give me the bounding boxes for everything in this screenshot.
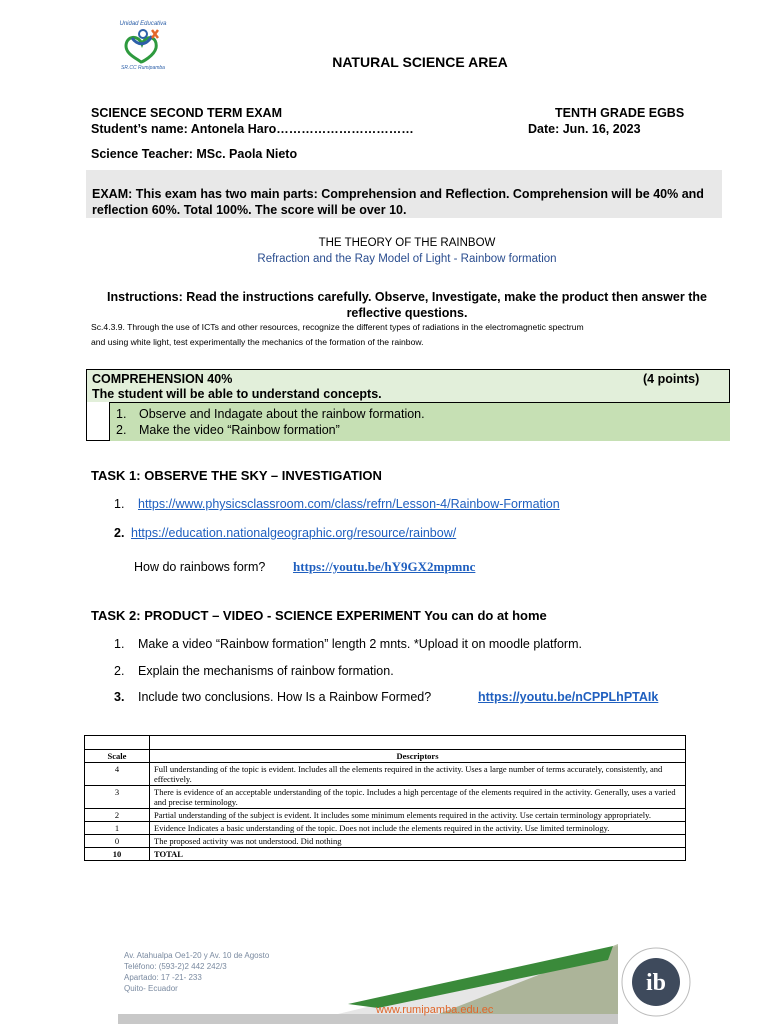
task1-link2-num: 2. [114,526,125,540]
rubric-header-row [85,750,686,763]
ib-logo-text: ib [645,970,667,996]
table-row [85,835,686,848]
logo-bottom-text: SR.CC Rumipamba [121,65,165,71]
comprehension-points: (4 points) [643,372,700,386]
rubric-total-row [85,848,686,861]
teacher-name: Science Teacher: MSc. Paola Nieto [91,147,298,161]
footer-address-1: Av. Atahualpa Oe1-20 y Av. 10 de Agosto [124,951,270,960]
comprehension-item-2-num: 2. [116,423,127,437]
table-row [85,763,686,786]
rubric-descriptor: Evidence Indicates a basic understanding of the topic. Does not include the elements required in the activity. Use limited terminology. [150,822,686,835]
rubric-scale: 0 [85,835,150,848]
rubric-scale: 2 [85,809,150,822]
area-title: NATURAL SCIENCE AREA [332,54,508,70]
rainbow-video-link[interactable]: https://youtu.be/hY9GX2mpmnc [293,559,476,574]
rubric-total-label: TOTAL [150,848,686,861]
exam-note: EXAM: This exam has two main parts: Comprehension and Reflection. Comprehension will be 40% and reflection 60%. Total 100%. The score will be over 10. [92,187,704,217]
rubric-scale: 4 [85,763,150,786]
task2-item-1-num: 1. [114,637,125,651]
task2-heading: TASK 2: PRODUCT – VIDEO - SCIENCE EXPERIMENT You can do at home [91,608,547,623]
rubric-total-scale: 10 [85,848,150,861]
logo-top-text: Unidad Educativa [119,21,167,27]
exam-title: SCIENCE SECOND TERM EXAM [91,106,282,120]
exam-date: Date: Jun. 16, 2023 [528,122,641,136]
comprehension-label: COMPREHENSION 40% [92,372,233,386]
exam-note-box [86,170,722,218]
standard-line2: and using white light, test experimentally the mechanics of the formation of the rainbow. [91,337,424,347]
task2-item-2-num: 2. [114,664,125,678]
comprehension-goal: The student will be able to understand concepts. [92,387,382,401]
comprehension-item-1: Observe and Indagate about the rainbow formation. [139,407,425,421]
student-name: Student’s name: Antonela Haro…………………………… [91,122,414,136]
rubric-spacer-cell [85,736,150,750]
table-row [85,809,686,822]
task1-question: How do rainbows form? [134,560,266,574]
natgeo-link[interactable]: https://education.nationalgeographic.org/resource/rainbow/ [131,526,457,540]
footer-address-4: Quito- Ecuador [124,984,178,993]
comprehension-box [86,369,730,441]
rubric-spacer-cell [150,736,686,750]
table-row [85,822,686,835]
footer-banner [118,944,730,1024]
comprehension-item-2: Make the video “Rainbow formation” [139,423,340,437]
comprehension-items [109,402,730,441]
task2-item-1: Make a video “Rainbow formation” length 2 mnts. *Upload it on moodle platform. [138,637,582,651]
rubric-header-scale: Scale [85,750,150,763]
comprehension-item-1-num: 1. [116,407,127,421]
instructions-line2: reflective questions. [346,306,468,320]
grade-label: TENTH GRADE EGBS [555,106,685,120]
rubric-scale: 1 [85,822,150,835]
instructions-line1: Instructions: Read the instructions carefully. Observe, Investigate, make the product then answer the [107,290,707,304]
comprehension-header [87,370,729,402]
rubric-descriptor: Partial understanding of the subject is evident. It includes some minimum elements required in the activity. Use certain terminology appropriately. [150,809,686,822]
rubric-descriptor: The proposed activity was not understood. Did nothing [150,835,686,848]
standard-line1: Sc.4.3.9. Through the use of ICTs and other resources, recognize the different types of radiations in the electromagnetic spectrum [91,322,584,332]
task2-item-3-num: 3. [114,690,125,704]
rubric-descriptor: Full understanding of the topic is evident. Includes all the elements required in the activity. Uses a large number of terms accurately, consistently, and effectively. [150,763,686,786]
rainbow-formed-video-link[interactable]: https://youtu.be/nCPPLhPTAIk [478,690,659,704]
task1-link1-num: 1. [114,497,125,511]
rubric-descriptor: There is evidence of an acceptable understanding of the topic. Includes a high percentage of the elements required in the activity. Generally, uses a varied and precise terminology. [150,786,686,809]
footer-address-3: Apartado: 17 -21- 233 [124,973,202,982]
theory-subtitle: Refraction and the Ray Model of Light - Rainbow formation [257,253,557,265]
rubric-table [84,735,686,861]
rubric-header-descriptors: Descriptors [150,750,686,763]
footer-website: www.rumipamba.edu.ec [376,1004,494,1016]
physicsclassroom-link[interactable]: https://www.physicsclassroom.com/class/refrn/Lesson-4/Rainbow-Formation [138,497,560,511]
rubric-spacer-row [85,736,686,750]
rubric-scale: 3 [85,786,150,809]
task1-heading: TASK 1: OBSERVE THE SKY – INVESTIGATION [91,468,382,483]
footer-address-2: Teléfono: (593-2)2 442 242/3 [124,962,227,971]
theory-title: THE THEORY OF THE RAINBOW [318,237,496,249]
task2-item-3: Include two conclusions. How Is a Rainbow Formed? [138,690,432,704]
table-row [85,786,686,809]
task2-item-2: Explain the mechanisms of rainbow formation. [138,664,394,678]
